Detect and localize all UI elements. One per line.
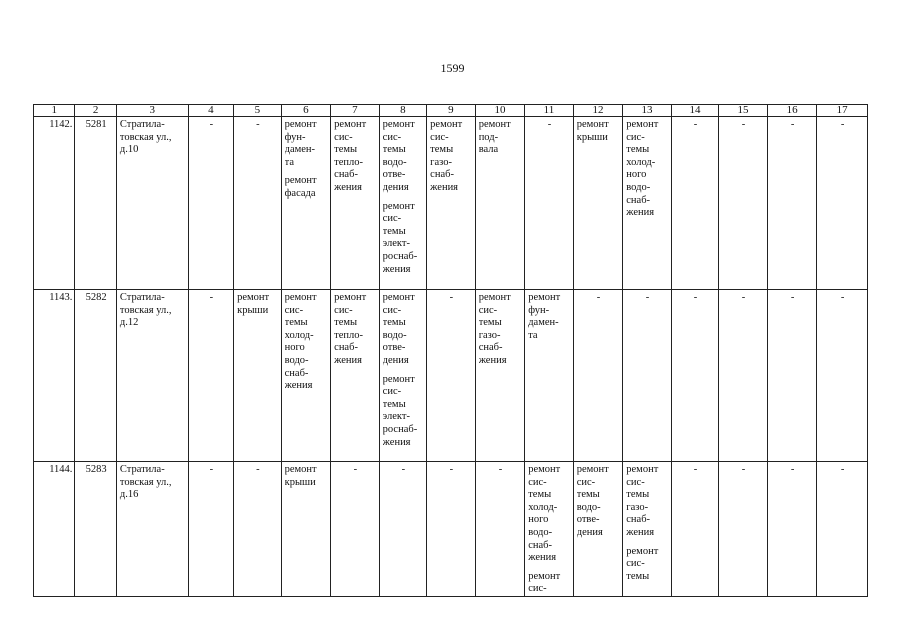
work-cell — [188, 290, 233, 462]
building-id: 5281 — [75, 117, 116, 290]
column-header: 2 — [75, 105, 116, 117]
work-cell — [573, 290, 623, 462]
column-header: 8 — [379, 105, 427, 117]
work-cell-content — [192, 464, 231, 477]
work-item: ремонт крыши — [237, 292, 270, 316]
address-text: Стратила- товская ул., д.12 — [119, 292, 172, 329]
work-cell — [234, 117, 282, 290]
building-id: 5282 — [75, 290, 116, 462]
work-item: ремонт фун- дамен- та — [528, 292, 561, 341]
work-cell — [817, 117, 868, 290]
dash-text: - — [645, 292, 650, 303]
work-cell-content — [722, 119, 765, 132]
work-cell-content — [383, 464, 425, 477]
work-cell — [427, 462, 476, 597]
work-item: ремонт крыши — [576, 119, 609, 143]
work-cell — [525, 117, 574, 290]
work-item: ремонт сис- темы газо- снаб- жения — [430, 119, 463, 193]
work-item: ремонт сис- темы тепло- снаб- жения — [334, 292, 367, 366]
dash-text: - — [596, 292, 601, 303]
work-cell — [671, 290, 719, 462]
work-cell-content — [528, 292, 571, 342]
work-cell-content — [479, 119, 523, 157]
work-cell — [475, 117, 525, 290]
work-item: ремонт сис- темы — [626, 545, 659, 582]
building-address — [116, 117, 188, 290]
column-header: 1 — [34, 105, 75, 117]
work-cell-content — [722, 292, 765, 305]
work-cell-content — [820, 119, 865, 132]
work-item: ремонт крыши — [284, 464, 317, 488]
column-header: 13 — [623, 105, 672, 117]
column-header: 3 — [116, 105, 188, 117]
work-cell — [379, 117, 427, 290]
work-cell — [719, 117, 768, 290]
row-number: 1143. — [34, 290, 75, 462]
work-cell — [331, 117, 380, 290]
work-cell-content — [237, 464, 279, 477]
work-cell-content — [285, 292, 329, 393]
work-cell-content — [771, 119, 815, 132]
page-number: 1599 — [440, 61, 465, 75]
work-cell-content — [192, 119, 231, 132]
dash-text: - — [209, 119, 214, 130]
column-header: 4 — [188, 105, 233, 117]
table-row — [34, 290, 868, 462]
dash-text: - — [741, 464, 746, 475]
work-cell — [817, 290, 868, 462]
row-number: 1142. — [34, 117, 75, 290]
work-cell — [767, 290, 817, 462]
work-cell — [767, 462, 817, 597]
work-cell-content — [285, 119, 329, 201]
work-cell — [525, 290, 574, 462]
work-cell-content — [675, 292, 717, 305]
work-cell — [525, 462, 574, 597]
dash-text: - — [693, 464, 698, 475]
work-item: ремонт сис- темы холод- ного водо- снаб- жения — [528, 464, 561, 564]
work-cell — [623, 117, 672, 290]
work-cell — [719, 290, 768, 462]
building-address — [116, 462, 188, 597]
address-text: Стратила- товская ул., д.16 — [119, 464, 172, 501]
work-cell — [331, 462, 380, 597]
work-cell — [188, 117, 233, 290]
work-cell-content — [528, 464, 571, 596]
work-item: ремонт сис- темы холод- ного водо- снаб- жения — [626, 119, 659, 219]
work-cell-content — [626, 119, 669, 220]
work-cell-content — [479, 292, 523, 368]
dash-text: - — [209, 292, 214, 303]
dash-text: - — [209, 464, 214, 475]
work-cell-content — [577, 292, 621, 305]
work-item: ремонт сис- темы тепло- снаб- жения — [334, 119, 367, 193]
work-cell-content — [479, 464, 523, 477]
column-header: 7 — [331, 105, 380, 117]
column-header: 10 — [475, 105, 525, 117]
work-cell — [427, 117, 476, 290]
column-header: 5 — [234, 105, 282, 117]
work-cell — [671, 117, 719, 290]
work-cell — [573, 117, 623, 290]
work-cell-content — [430, 464, 473, 477]
column-header: 9 — [427, 105, 476, 117]
work-cell-content — [771, 292, 815, 305]
column-header: 11 — [525, 105, 574, 117]
work-cell — [671, 462, 719, 597]
work-item: ремонт сис- — [528, 570, 561, 595]
work-cell-content — [722, 464, 765, 477]
column-header: 16 — [767, 105, 817, 117]
work-cell — [573, 462, 623, 597]
dash-text: - — [353, 464, 358, 475]
dash-text: - — [741, 292, 746, 303]
work-cell — [475, 290, 525, 462]
work-cell — [234, 462, 282, 597]
work-cell — [281, 290, 331, 462]
work-cell-content — [675, 119, 717, 132]
work-cell-content — [334, 119, 377, 195]
work-cell — [817, 462, 868, 597]
work-cell-content — [237, 292, 279, 317]
work-item: ремонт под- вала — [478, 119, 511, 156]
work-cell — [188, 462, 233, 597]
work-item: ремонт сис- темы водо- отве- дения — [382, 119, 415, 193]
work-item: ремонт сис- темы водо- отве- дения — [382, 292, 415, 366]
work-cell — [281, 117, 331, 290]
work-item: ремонт сис- темы элект- роснаб- жения — [382, 373, 418, 448]
work-item: ремонт сис- темы газо- снаб- жения — [626, 464, 659, 538]
dash-text: - — [401, 464, 406, 475]
table-row — [34, 117, 868, 290]
column-header: 14 — [671, 105, 719, 117]
work-cell-content — [237, 119, 279, 132]
work-cell — [379, 462, 427, 597]
dash-text: - — [840, 292, 845, 303]
work-cell — [767, 117, 817, 290]
dash-text: - — [693, 119, 698, 130]
work-cell-content — [285, 464, 329, 489]
work-cell — [475, 462, 525, 597]
work-cell — [427, 290, 476, 462]
work-cell-content — [626, 464, 669, 583]
work-item: ремонт сис- темы водо- отве- дения — [576, 464, 609, 538]
work-cell-content — [577, 119, 621, 144]
work-cell-content — [383, 119, 425, 276]
work-cell — [234, 290, 282, 462]
row-number: 1144. — [34, 462, 75, 597]
work-cell-content — [192, 292, 231, 305]
work-cell — [331, 290, 380, 462]
dash-text: - — [840, 464, 845, 475]
work-cell-content — [820, 464, 865, 477]
dash-text: - — [790, 119, 795, 130]
work-cell-content — [334, 464, 377, 477]
work-cell-content — [383, 292, 425, 449]
work-item: ремонт сис- темы газо- снаб- жения — [478, 292, 511, 366]
work-item: ремонт сис- темы элект- роснаб- жения — [382, 200, 418, 275]
work-cell-content — [771, 464, 815, 477]
building-id: 5283 — [75, 462, 116, 597]
work-cell-content — [577, 464, 621, 540]
work-cell — [281, 462, 331, 597]
header-row — [34, 105, 868, 117]
address-text: Стратила- товская ул., д.10 — [119, 119, 172, 156]
dash-text: - — [790, 292, 795, 303]
work-item: ремонт фасада — [284, 175, 317, 199]
work-cell-content — [430, 292, 473, 305]
dash-text: - — [256, 464, 260, 475]
work-cell — [623, 462, 672, 597]
dash-text: - — [547, 119, 552, 130]
dash-text: - — [741, 119, 746, 130]
column-header: 6 — [281, 105, 331, 117]
work-cell-content — [334, 292, 377, 368]
work-item: ремонт сис- темы холод- ного водо- снаб- жения — [284, 292, 317, 392]
table-row — [34, 462, 868, 597]
dash-text: - — [693, 292, 698, 303]
work-cell-content — [675, 464, 717, 477]
column-header: 17 — [817, 105, 868, 117]
building-address — [116, 290, 188, 462]
dash-text: - — [256, 119, 260, 130]
repair-schedule-table — [33, 104, 868, 597]
dash-text: - — [790, 464, 795, 475]
column-header: 12 — [573, 105, 623, 117]
work-cell — [379, 290, 427, 462]
work-item: ремонт фун- дамен- та — [284, 119, 317, 168]
work-cell-content — [430, 119, 473, 195]
dash-text: - — [498, 464, 503, 475]
column-header: 15 — [719, 105, 768, 117]
work-cell — [623, 290, 672, 462]
work-cell-content — [528, 119, 571, 132]
work-cell — [719, 462, 768, 597]
dash-text: - — [449, 464, 454, 475]
work-cell-content — [820, 292, 865, 305]
work-cell-content — [626, 292, 669, 305]
dash-text: - — [840, 119, 845, 130]
dash-text: - — [449, 292, 454, 303]
